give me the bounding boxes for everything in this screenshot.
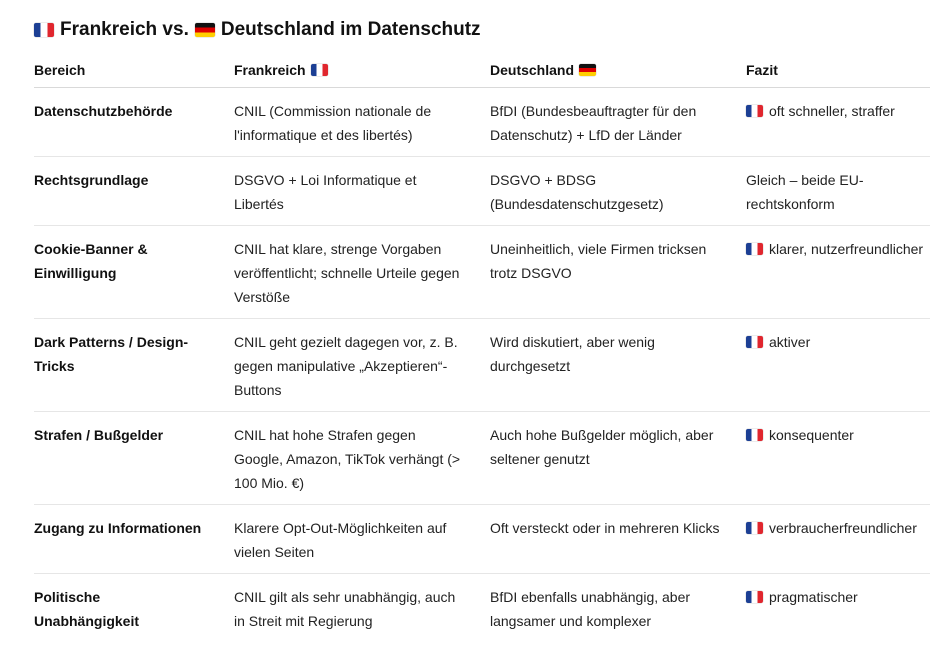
row-area: Rechtsgrundlage [34,157,234,226]
row-area: Strafen / Bußgelder [34,412,234,505]
row-germany: BfDI ebenfalls unabhängig, aber langsamer und komplexer [490,589,691,629]
row-france: DSGVO + Loi Informatique et Libertés [234,157,490,226]
table-row [34,226,930,319]
france-flag-icon [311,64,328,76]
row-germany: Wird diskutiert, aber wenig durchgesetzt [490,319,746,412]
france-flag-icon [746,429,763,441]
row-area: Politische Unabhängigkeit [34,589,140,629]
header-fazit: Fazit [746,54,930,88]
table-row [34,505,930,574]
header-frankreich: Frankreich [234,54,490,88]
table-row [34,157,930,226]
row-germany: Auch hohe Bußgelder möglich, aber seltener genutzt [490,412,746,505]
table-header-row [34,54,930,88]
row-france: Klarere Opt-Out-Möglichkeiten auf vielen Seiten [234,505,490,574]
header-bereich: Bereich [34,54,234,88]
page-title-text: Frankreich vs. Deutschland im Datenschutz [60,19,481,40]
row-france: CNIL (Commission nationale de l'informatique et des libertés) [234,88,490,157]
row-fazit: Gleich – beide EU-rechtskonform [746,157,930,226]
header-deutschland: Deutschland [490,54,746,88]
row-fazit: klarer, nutzerfreundlicher [746,226,930,319]
france-flag-icon [746,243,763,255]
row-france: CNIL gilt als sehr unabhängig, auch in Streit mit Regierung [234,589,456,629]
table-row [34,412,930,505]
row-area: Zugang zu Informationen [34,505,234,574]
france-flag-icon [746,336,763,348]
france-flag-icon [746,105,763,117]
comparison-table [34,54,930,642]
france-flag-icon [746,522,763,534]
row-fazit: oft schneller, straffer [746,88,930,157]
row-france: CNIL hat klare, strenge Vorgaben veröffentlicht; schnelle Urteile gegen Verstöße [234,226,490,319]
table-row [34,574,930,643]
row-fazit: pragmatischer [746,574,930,643]
france-flag-icon [746,591,763,603]
row-fazit: konsequenter [746,412,930,505]
row-germany: DSGVO + BDSG (Bundesdatenschutzgesetz) [490,157,746,226]
germany-flag-icon [579,64,596,76]
row-germany: Uneinheitlich, viele Firmen tricksen trotz DSGVO [490,226,746,319]
row-france: CNIL geht gezielt dagegen vor, z. B. gegen manipulative „Akzeptieren“-Buttons [234,319,490,412]
row-fazit: verbraucherfreundlicher [746,505,930,574]
table-row [34,88,930,157]
france-flag-icon [34,23,54,37]
row-france: CNIL hat hohe Strafen gegen Google, Amazon, TikTok verhängt (> 100 Mio. €) [234,412,490,505]
table-row [34,319,930,412]
row-area: Dark Patterns / Design-Tricks [34,319,234,412]
germany-flag-icon [195,23,215,37]
row-area: Datenschutzbehörde [34,88,234,157]
row-area: Cookie-Banner & Einwilligung [34,226,234,319]
row-germany: BfDI (Bundesbeauftragter für den Datenschutz) + LfD der Länder [490,88,746,157]
row-fazit: aktiver [746,319,930,412]
row-germany: Oft versteckt oder in mehreren Klicks [490,505,746,574]
page-title [34,0,942,44]
